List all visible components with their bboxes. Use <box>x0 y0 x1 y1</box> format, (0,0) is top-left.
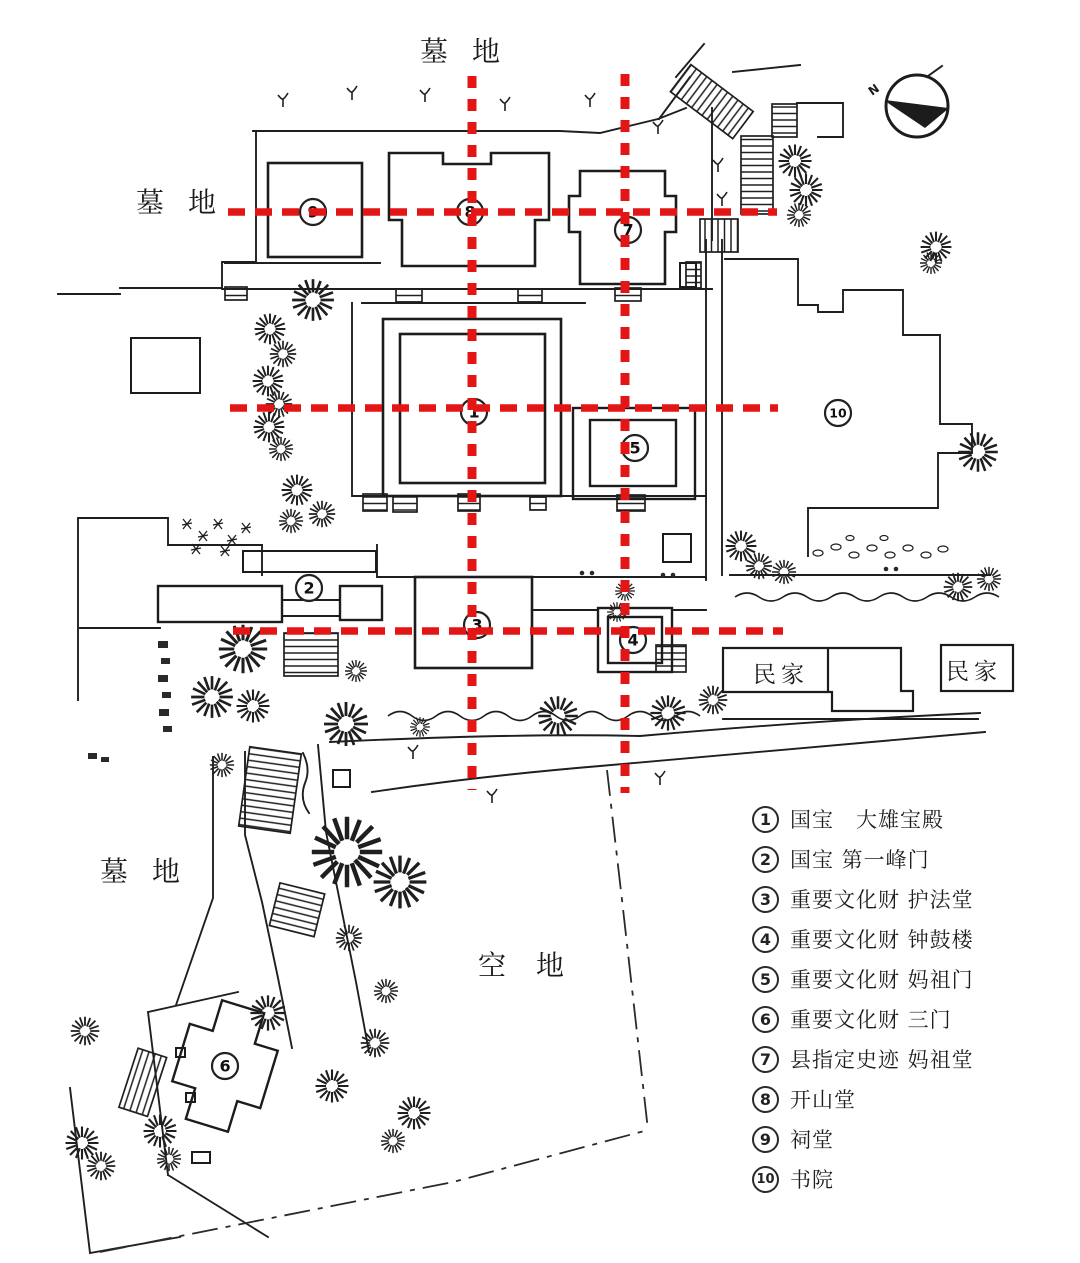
legend-label-10: 书院 <box>790 1168 834 1192</box>
axis-lines <box>228 74 783 793</box>
legend-item-8 <box>752 1079 974 1119</box>
garden-x-marks <box>182 519 251 556</box>
building-2-first-peak-gate <box>158 586 382 622</box>
legend-item-5 <box>752 959 974 999</box>
label-cemetery-bottom: 墓地 <box>100 855 205 888</box>
svg-text:4: 4 <box>627 630 639 650</box>
legend-item-9 <box>752 1119 974 1159</box>
legend-number-3: 3 <box>752 886 779 913</box>
legend-item-3 <box>752 879 974 919</box>
svg-text:3: 3 <box>471 615 483 635</box>
label-open-ground: 空地 <box>478 949 595 982</box>
svg-text:1: 1 <box>468 402 480 422</box>
legend-label-4: 重要文化财 钟鼓楼 <box>790 928 974 952</box>
legend-label-8: 开山堂 <box>790 1088 856 1112</box>
label-house-2: 民家 <box>946 659 1002 685</box>
minor-structures <box>131 263 696 1163</box>
legend-number-5: 5 <box>752 966 779 993</box>
compass-n-label: N <box>865 81 882 99</box>
label-house-1: 民家 <box>753 662 809 688</box>
svg-text:6: 6 <box>219 1056 231 1076</box>
legend-label-2: 国宝 第一峰门 <box>790 848 930 872</box>
legend-number-8: 8 <box>752 1086 779 1113</box>
stairways <box>119 65 797 1117</box>
legend-item-4 <box>752 919 974 959</box>
compass-north-arrow <box>866 75 948 137</box>
legend-label-9: 祠堂 <box>790 1128 834 1152</box>
legend-label-6: 重要文化财 三门 <box>790 1008 952 1032</box>
marker-10 <box>825 400 851 426</box>
legend-number-2: 2 <box>752 846 779 873</box>
svg-text:8: 8 <box>464 202 476 222</box>
legend-label-1: 国宝 大雄宝殿 <box>790 808 944 832</box>
svg-text:2: 2 <box>303 578 315 598</box>
marker-2 <box>296 575 322 601</box>
label-cemetery-top: 墓地 <box>420 35 525 68</box>
legend-item-7 <box>752 1039 974 1079</box>
label-cemetery-left: 墓地 <box>136 186 241 219</box>
legend-label-5: 重要文化财 妈祖门 <box>790 968 974 992</box>
svg-text:7: 7 <box>622 220 634 240</box>
grave-markers <box>278 86 727 803</box>
legend-number-10: 10 <box>752 1166 779 1193</box>
legend-label-7: 县指定史迹 妈祖堂 <box>790 1048 974 1072</box>
legend-item-2 <box>752 839 974 879</box>
legend-label-3: 重要文化财 护法堂 <box>790 888 974 912</box>
legend-item-10 <box>752 1159 974 1199</box>
svg-text:9: 9 <box>307 202 319 222</box>
legend-number-1: 1 <box>752 806 779 833</box>
marker-6 <box>212 1053 238 1079</box>
stone-row <box>813 536 948 559</box>
legend-number-4: 4 <box>752 926 779 953</box>
legend-item-1 <box>752 799 974 839</box>
legend <box>752 799 974 1199</box>
svg-text:5: 5 <box>629 438 641 458</box>
legend-item-6 <box>752 999 974 1039</box>
svg-text:10: 10 <box>829 405 847 421</box>
legend-number-7: 7 <box>752 1046 779 1073</box>
legend-number-6: 6 <box>752 1006 779 1033</box>
legend-number-9: 9 <box>752 1126 779 1153</box>
